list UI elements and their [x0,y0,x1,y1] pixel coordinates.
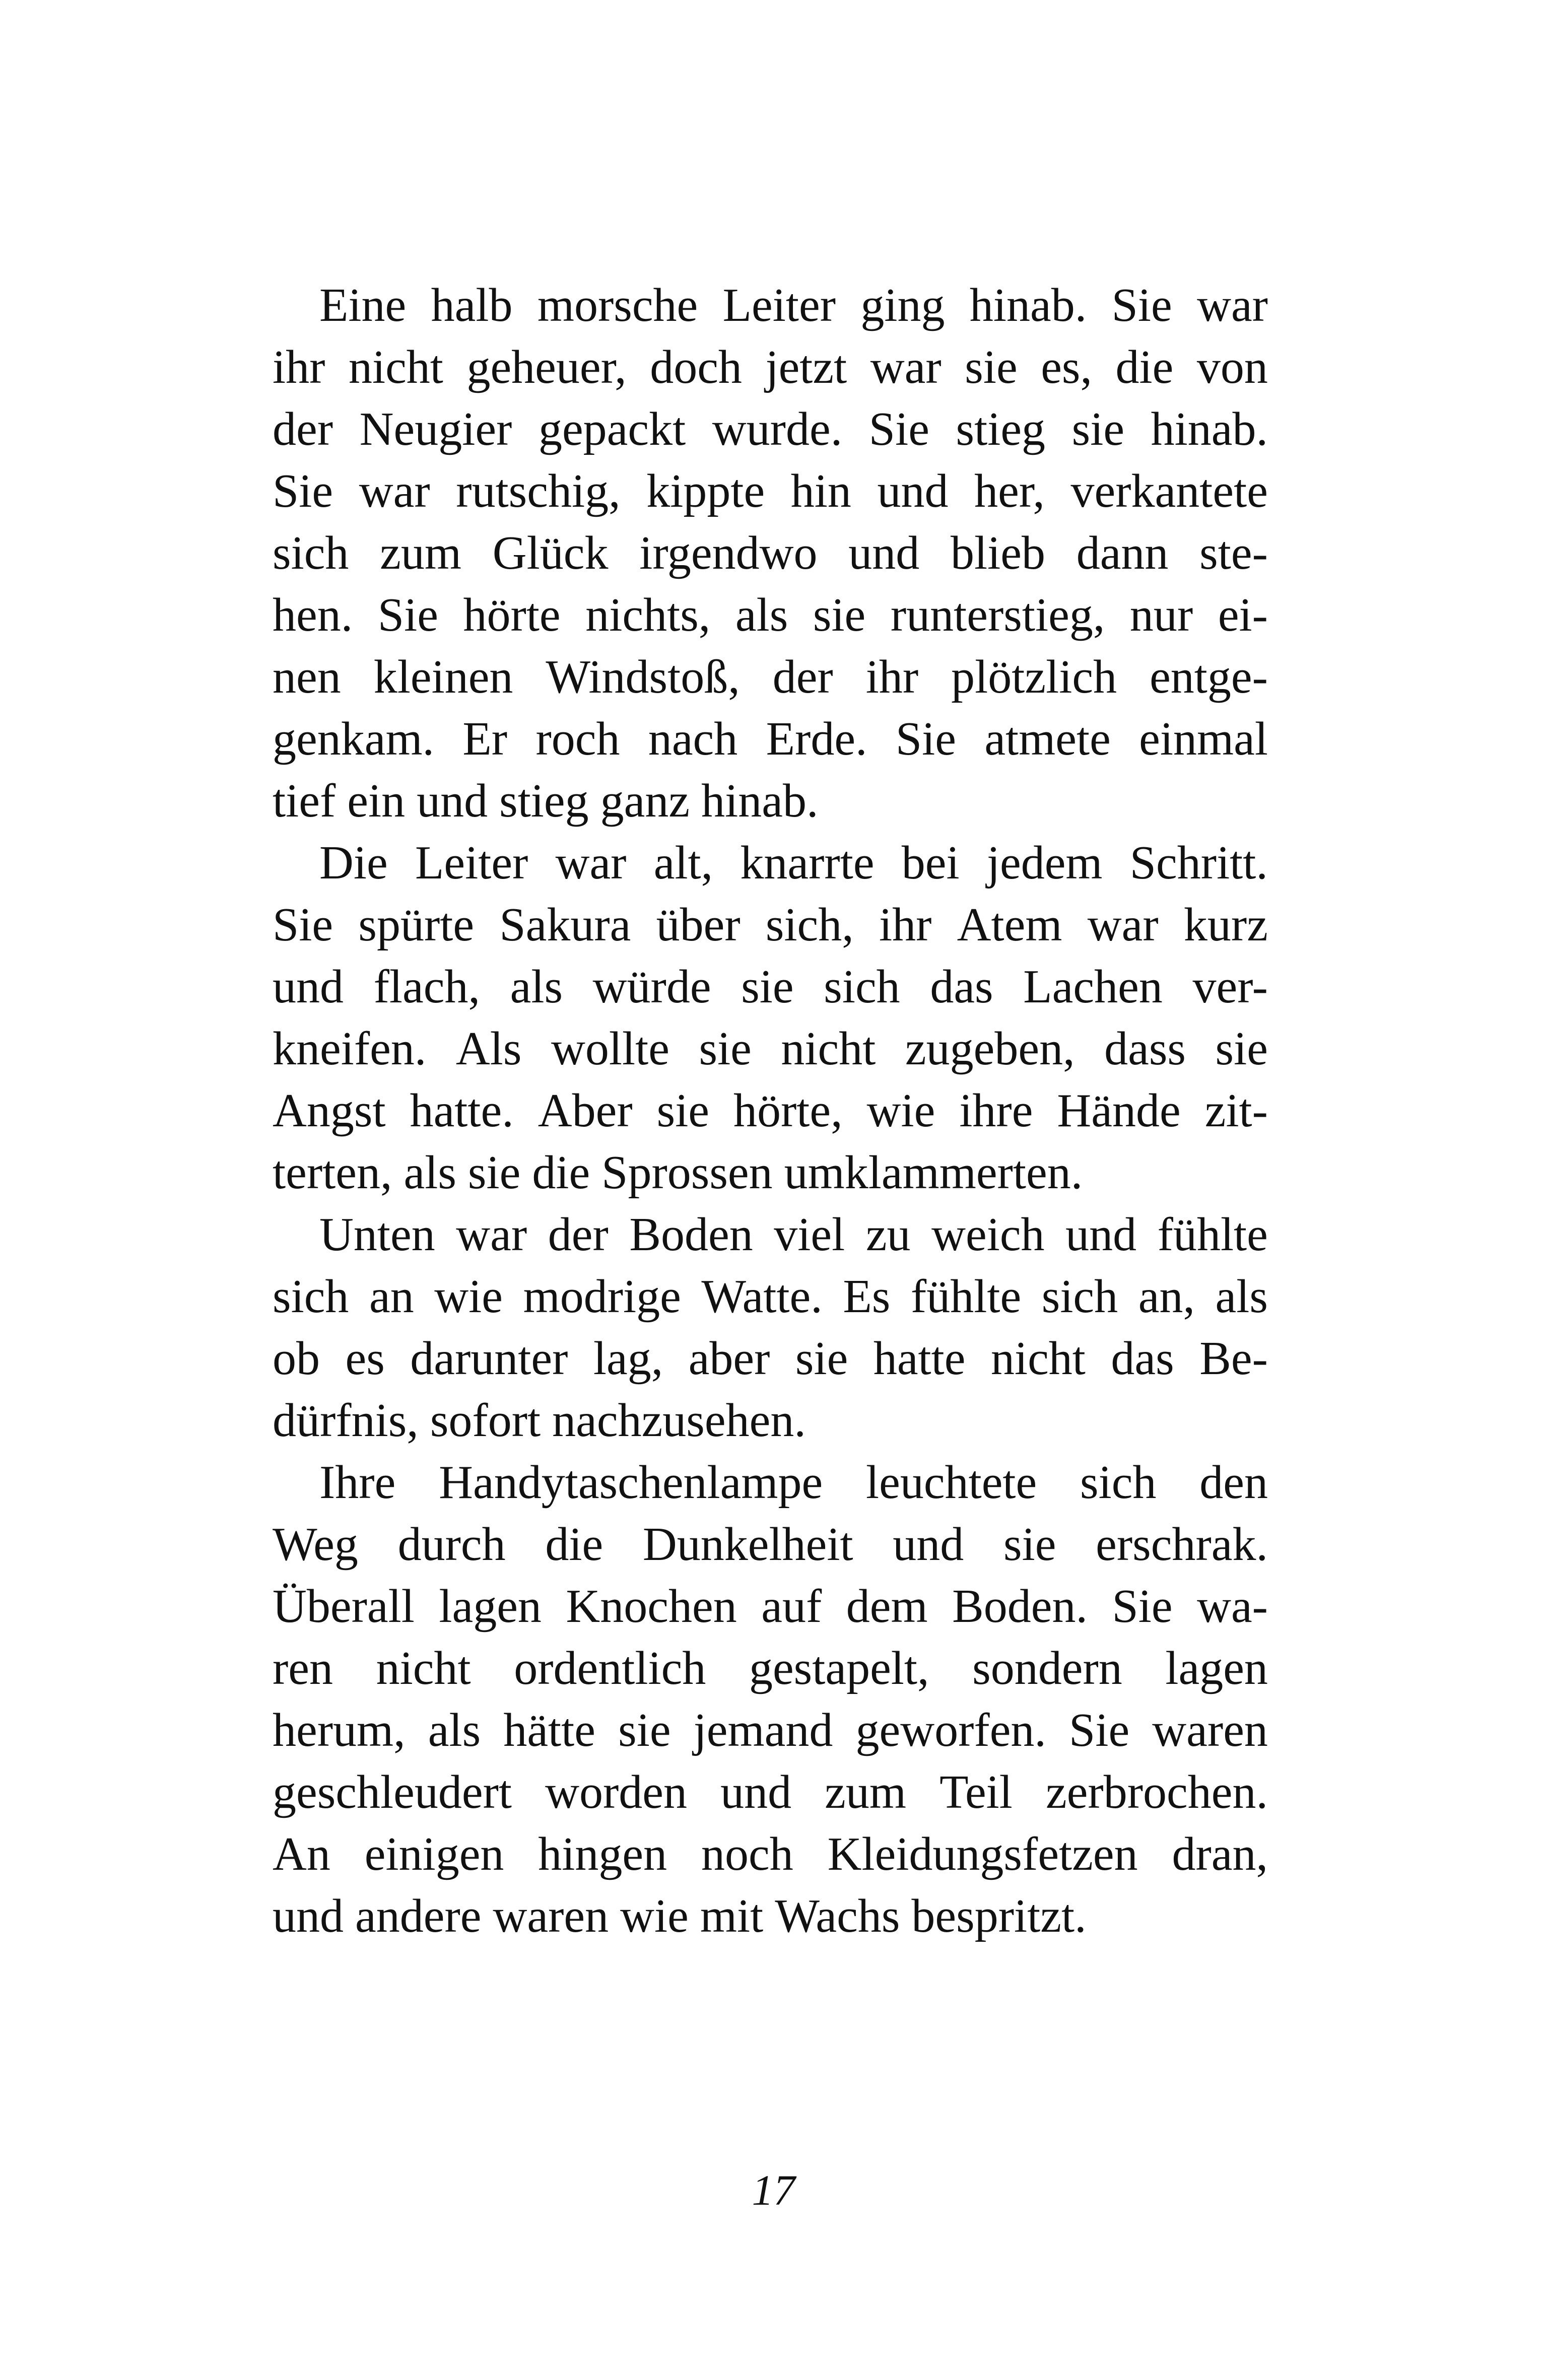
paragraph [273,1204,1268,1452]
text-line: geschleudert worden und zum Teil zerbrochen. [273,1766,1268,1818]
text-line: nen kleinen Windstoß, der ihr plötzlich entge- [273,651,1268,703]
text-line: und andere waren wie mit Wachs bespritzt. [273,1890,1087,1942]
text-line: sich zum Glück irgendwo und blieb dann ste- [273,527,1268,579]
text-line: sich an wie modrige Watte. Es fühlte sich an, als [273,1270,1268,1323]
text-line: Angst hatte. Aber sie hörte, wie ihre Hände zit- [273,1084,1268,1137]
text-line: hen. Sie hörte nichts, als sie runterstieg, nur ei- [273,589,1268,641]
body-text [273,275,1268,1947]
text-line: kneifen. Als wollte sie nicht zugeben, dass sie [273,1023,1268,1075]
text-line: ren nicht ordentlich gestapelt, sondern lagen [273,1642,1268,1694]
text-line: Überall lagen Knochen auf dem Boden. Sie wa- [273,1580,1268,1633]
page-number: 17 [752,2166,795,2214]
text-line: Weg durch die Dunkelheit und sie erschrak. [273,1518,1268,1571]
text-line: und flach, als würde sie sich das Lachen ver- [273,961,1268,1013]
text-line: Sie war rutschig, kippte hin und her, verkantete [273,465,1268,517]
text-line: genkam. Er roch nach Erde. Sie atmete einmal [273,713,1268,765]
text-line: terten, als sie die Sprossen umklammerten. [273,1146,1083,1199]
text-line: Die Leiter war alt, knarrte bei jedem Schritt. [319,837,1268,889]
text-line: An einigen hingen noch Kleidungsfetzen dran, [273,1828,1268,1880]
text-line: dürfnis, sofort nachzusehen. [273,1394,806,1447]
text-line: tief ein und stieg ganz hinab. [273,775,819,827]
text-line: der Neugier gepackt wurde. Sie stieg sie hinab. [273,403,1268,455]
text-line: herum, als hätte sie jemand geworfen. Sie waren [273,1704,1268,1756]
text-line: ihr nicht geheuer, doch jetzt war sie es, die von [273,341,1268,393]
text-line: Sie spürte Sakura über sich, ihr Atem war kurz [273,899,1268,951]
text-line: Unten war der Boden viel zu weich und fühlte [319,1208,1268,1261]
text-line: Eine halb morsche Leiter ging hinab. Sie war [319,279,1268,331]
text-line: Ihre Handytaschenlampe leuchtete sich den [319,1456,1268,1509]
paragraph [273,275,1268,832]
paragraph [273,832,1268,1204]
paragraph [273,1452,1268,1947]
text-line: ob es darunter lag, aber sie hatte nicht das Be- [273,1332,1268,1385]
